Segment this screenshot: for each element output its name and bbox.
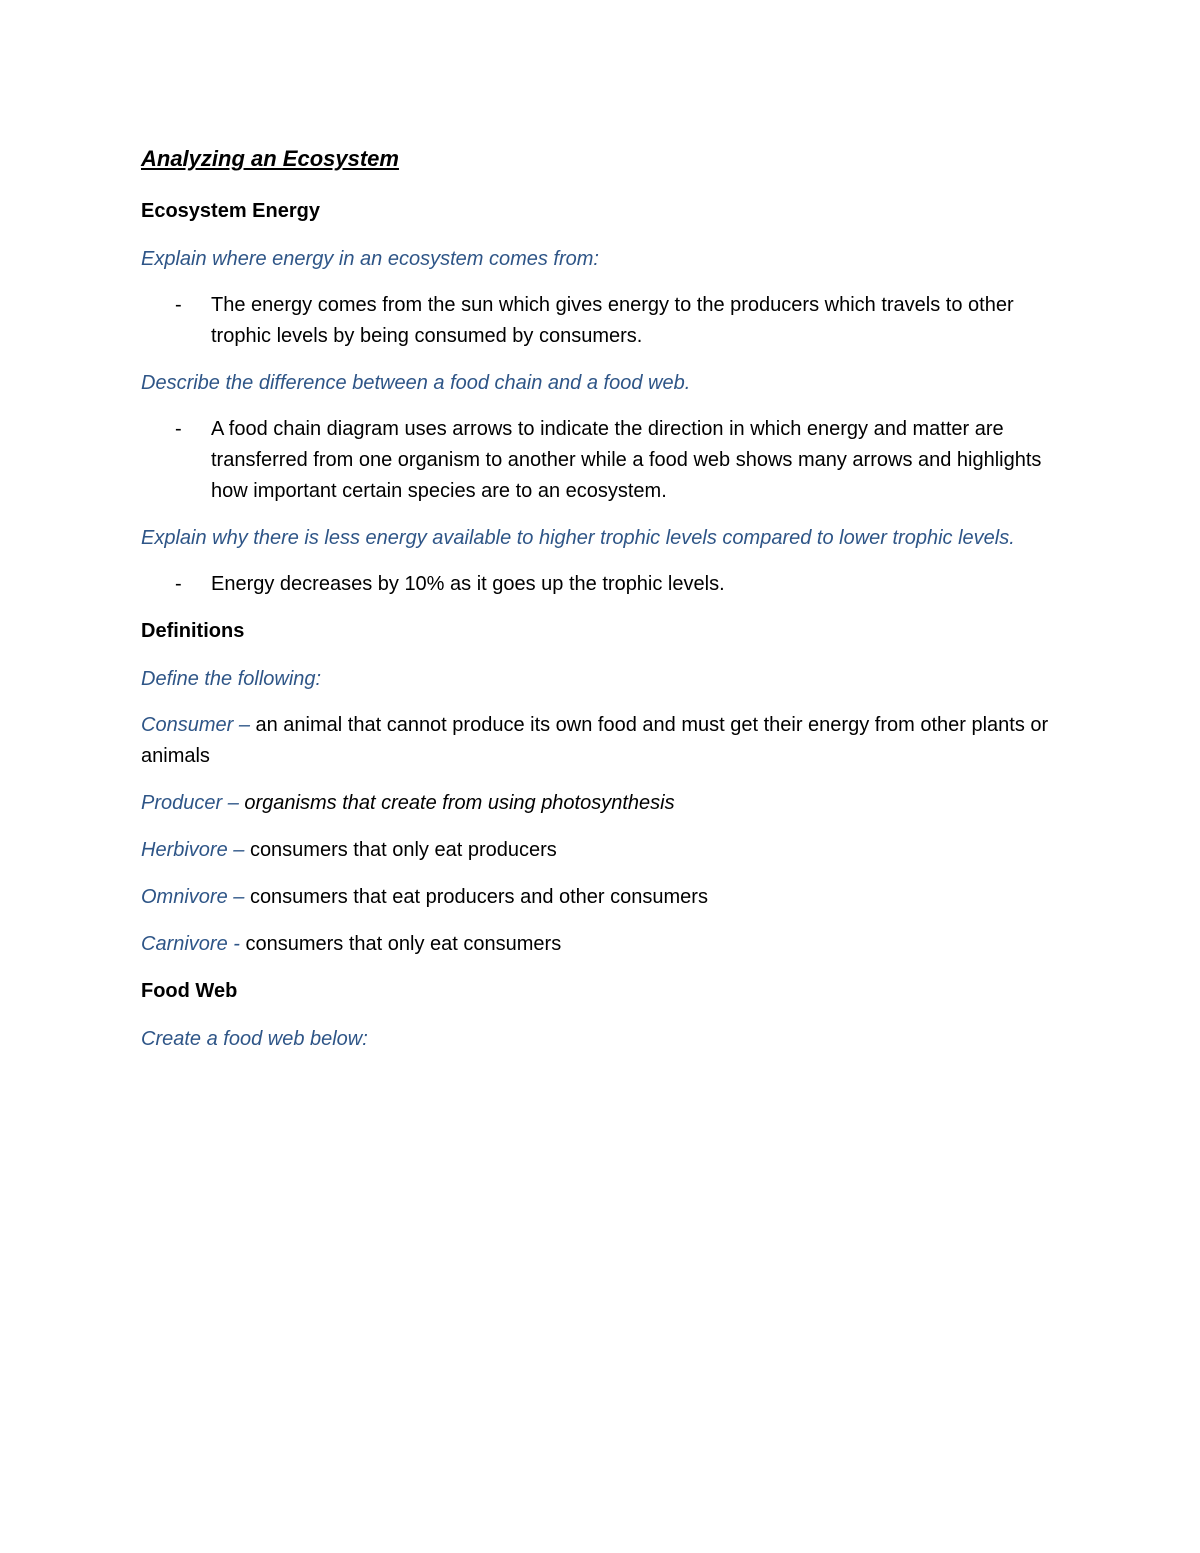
list-dash: - (175, 573, 182, 595)
def-carnivore: consumers that only eat consumers (245, 933, 562, 955)
answer-energy-source (141, 290, 1061, 352)
answer-text: The energy comes from the sun which gives energy to the producers which travels to other trophic levels by being consumed by consumers. (211, 294, 1014, 347)
list-dash: - (175, 294, 182, 316)
term-carnivore: Carnivore - (141, 933, 246, 955)
document-page (141, 144, 1061, 1070)
term-herbivore: Herbivore – (141, 839, 250, 861)
answer-energy-loss (141, 569, 1061, 600)
answer-text: Energy decreases by 10% as it goes up the trophic levels. (211, 573, 725, 595)
question-energy-loss: Explain why there is less energy available to higher trophic levels compared to lower trophic levels. (141, 527, 1015, 549)
document-title: Analyzing an Ecosystem (141, 146, 399, 171)
question-chain-vs-web: Describe the difference between a food chain and a food web. (141, 372, 691, 394)
answer-text: A food chain diagram uses arrows to indicate the direction in which energy and matter are transferred from one organism to another while a food web shows many arrows and highlights how important certain species are to an ecosystem. (211, 418, 1042, 502)
question-energy-source: Explain where energy in an ecosystem comes from: (141, 248, 599, 270)
definition-producer (141, 788, 1061, 819)
def-consumer: an animal that cannot produce its own food and must get their energy from other plants or animals (141, 714, 1049, 767)
term-consumer: Consumer – (141, 714, 256, 736)
answer-chain-vs-web (141, 414, 1061, 507)
term-omnivore: Omnivore – (141, 886, 250, 908)
def-herbivore: consumers that only eat producers (249, 839, 557, 861)
section-heading-food-web: Food Web (141, 980, 238, 1002)
def-omnivore: consumers that eat producers and other consumers (249, 886, 708, 908)
term-producer: Producer – (141, 792, 245, 814)
definition-herbivore (141, 835, 1061, 866)
def-producer: organisms that create from using photosynthesis (244, 792, 675, 814)
definition-consumer (141, 710, 1061, 772)
section-heading-definitions: Definitions (141, 620, 245, 642)
list-dash: - (175, 418, 182, 440)
section-heading-ecosystem-energy: Ecosystem Energy (141, 200, 320, 222)
definitions-prompt: Define the following: (141, 668, 322, 690)
food-web-prompt: Create a food web below: (141, 1028, 368, 1050)
definition-carnivore (141, 929, 1061, 960)
definition-omnivore (141, 882, 1061, 913)
